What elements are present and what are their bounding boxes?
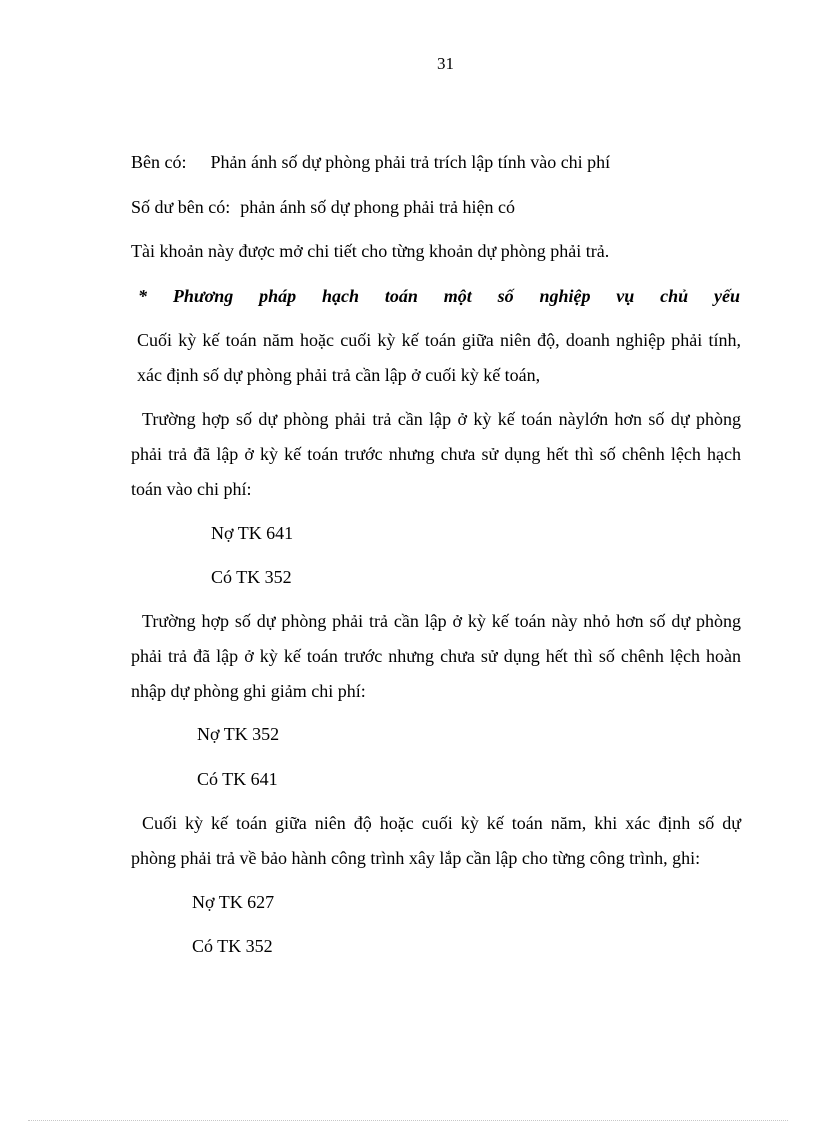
paragraph-2-line-2: phải trả đã lập ở kỳ kế toán trước nhưng chưa sử dụng hết thì số chênh lệch hạch [131,444,741,464]
paragraph-3-line-3: nhập dự phòng ghi giảm chi phí: [131,681,366,701]
paragraph-2-line-1: Trường hợp số dự phòng phải trả cần lập ở kỳ kế toán nàylớn hơn số dự phòng [142,409,741,429]
page-bottom-divider [28,1120,788,1121]
entry-2-debit: Nợ TK 352 [197,724,280,744]
section-heading: * Phương pháp hạch toán một số nghiệp vụ chủ yếu [138,286,740,306]
ben-co-label: Bên có: [131,152,187,172]
paragraph-4-line-2: phòng phải trả về bảo hành công trình xây lắp cần lập cho từng công trình, ghi: [131,848,701,868]
so-du-line [131,196,515,218]
ben-co-line [131,151,610,173]
entry-3-debit: Nợ TK 627 [192,892,275,912]
entry-1-debit: Nợ TK 641 [211,523,294,543]
entry-3-credit: Có TK 352 [192,936,273,956]
paragraph-3-line-1: Trường hợp số dự phòng phải trả cần lập ở kỳ kế toán này nhỏ hơn số dự phòng [142,611,741,631]
paragraph-2-line-3: toán vào chi phí: [131,479,252,499]
page-number: 31 [437,54,454,73]
paragraph-1-line-2: xác định số dự phòng phải trả cần lập ở cuối kỳ kế toán, [137,365,541,385]
tai-khoan-line: Tài khoản này được mở chi tiết cho từng khoản dự phòng phải trả. [131,241,610,261]
paragraph-3-line-2: phải trả đã lập ở kỳ kế toán trước nhưng chưa sử dụng hết thì số chênh lệch hoàn [131,646,741,666]
entry-2-credit: Có TK 641 [197,769,278,789]
entry-1-credit: Có TK 352 [211,567,292,587]
ben-co-text: Phản ánh số dự phòng phải trả trích lập tính vào chi phí [210,152,611,172]
so-du-label: Số dư bên có: [131,197,231,217]
paragraph-4-line-1: Cuối kỳ kế toán giữa niên độ hoặc cuối kỳ kế toán năm, khi xác định số dự [142,813,741,833]
so-du-text: phản ánh số dự phong phải trả hiện có [240,197,515,217]
paragraph-1-line-1: Cuối kỳ kế toán năm hoặc cuối kỳ kế toán giữa niên độ, doanh nghiệp phải tính, [137,330,741,350]
